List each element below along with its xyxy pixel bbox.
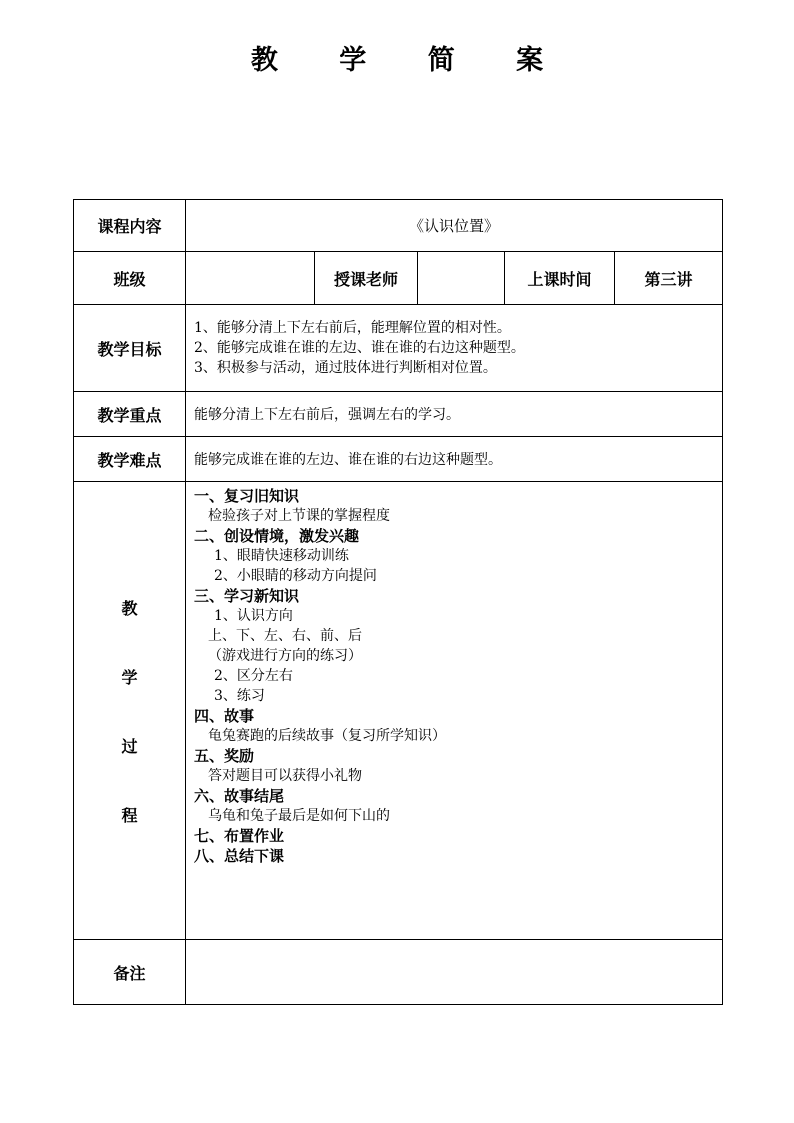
time-value: 第三讲 (615, 252, 723, 305)
process-lines (194, 486, 722, 866)
key-point-label: 教学重点 (74, 392, 186, 437)
notes-label: 备注 (74, 940, 186, 1005)
document-title: 教 学 简 案 (250, 45, 570, 76)
notes-value (186, 940, 723, 1005)
row-goals (74, 305, 723, 392)
process-label (74, 482, 186, 940)
process-heading: 七、布置作业 (194, 827, 285, 845)
process-label-char: 学 (121, 667, 138, 687)
row-course (74, 200, 723, 252)
process-item: 乌龟和兔子最后是如何下山的 (208, 808, 390, 824)
process-content (186, 482, 723, 940)
process-item: 答对题目可以获得小礼物 (208, 768, 362, 784)
class-value (186, 252, 315, 305)
process-item: 2、区分左右 (214, 668, 293, 684)
process-label-char: 过 (121, 736, 138, 756)
row-difficulty (74, 437, 723, 482)
process-heading: 一、复习旧知识 (194, 487, 300, 505)
row-process (74, 482, 723, 940)
course-value: 《认识位置》 (186, 200, 723, 252)
process-item: 上、下、左、右、前、后 (208, 628, 362, 644)
process-heading: 三、学习新知识 (194, 587, 300, 605)
class-label: 班级 (74, 252, 186, 305)
lesson-plan-table (73, 199, 723, 1005)
row-class (74, 252, 723, 305)
process-heading: 二、创设情境，激发兴趣 (194, 527, 360, 545)
process-item: 龟兔赛跑的后续故事（复习所学知识） (208, 728, 446, 744)
process-item: （游戏进行方向的练习） (208, 648, 362, 664)
teacher-value (418, 252, 505, 305)
process-label-char: 程 (121, 805, 138, 825)
goal-item: 2、能够完成谁在谁的左边、谁在谁的右边这种题型。 (194, 340, 525, 356)
goal-item: 3、积极参与活动，通过肢体进行判断相对位置。 (194, 360, 497, 376)
row-notes (74, 940, 723, 1005)
key-point-value: 能够分清上下左右前后，强调左右的学习。 (186, 392, 723, 437)
process-heading: 六、故事结尾 (194, 787, 285, 805)
time-label: 上课时间 (505, 252, 615, 305)
process-item: 3、练习 (214, 688, 265, 704)
row-key-point (74, 392, 723, 437)
process-heading: 四、故事 (194, 707, 255, 725)
process-item: 检验孩子对上节课的掌握程度 (208, 508, 390, 524)
process-heading: 五、奖励 (194, 747, 255, 765)
goals-list (186, 305, 723, 392)
process-label-char: 教 (121, 598, 138, 618)
process-item: 1、认识方向 (214, 608, 293, 624)
goals-label: 教学目标 (74, 305, 186, 392)
difficulty-value: 能够完成谁在谁的左边、谁在谁的右边这种题型。 (186, 437, 723, 482)
difficulty-label: 教学难点 (74, 437, 186, 482)
course-label: 课程内容 (74, 200, 186, 252)
goal-item: 1、能够分清上下左右前后，能理解位置的相对性。 (194, 320, 511, 336)
process-heading: 八、总结下课 (194, 847, 285, 865)
process-item: 2、小眼睛的移动方向提问 (214, 568, 377, 584)
process-item: 1、眼睛快速移动训练 (214, 548, 349, 564)
teacher-label: 授课老师 (315, 252, 418, 305)
